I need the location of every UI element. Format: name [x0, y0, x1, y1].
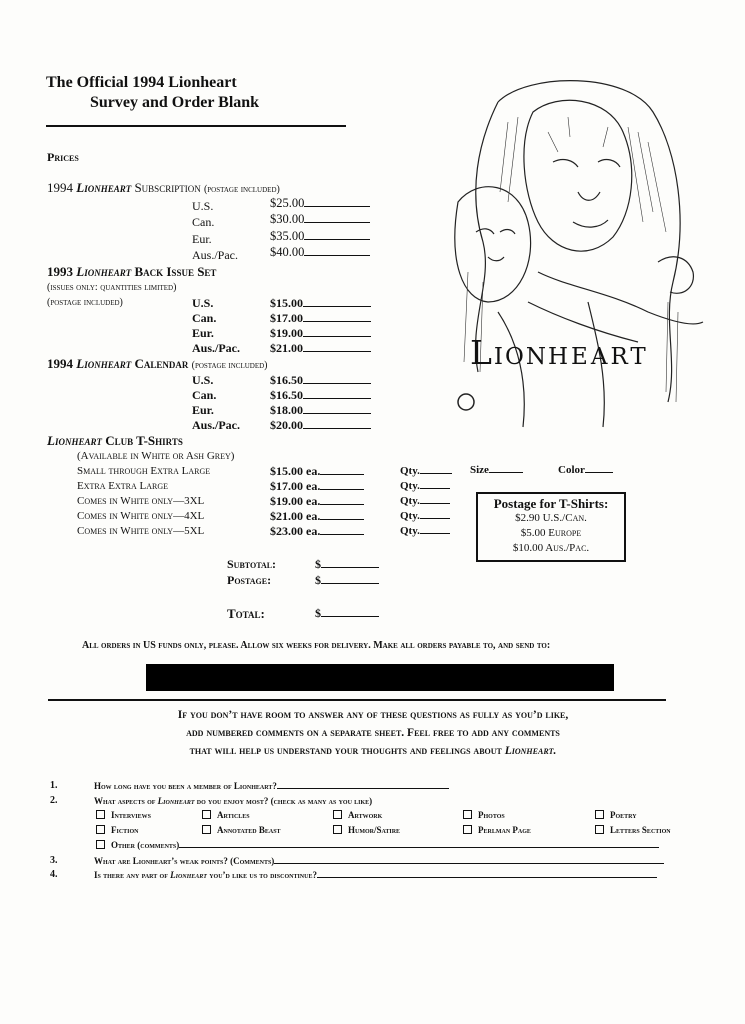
- subscription-region-eur: Eur.: [192, 232, 212, 246]
- tshirt-row-price-3: $19.00 ea.: [270, 494, 364, 509]
- option-other[interactable]: Other (comments): [96, 840, 659, 850]
- subscription-region-us: U.S.: [192, 199, 214, 213]
- option-poetry[interactable]: Poetry: [595, 810, 637, 820]
- option-artwork[interactable]: Artwork: [333, 810, 382, 820]
- tshirt-qty-3: Qty.: [400, 495, 450, 507]
- back-issue-note1: (issues only: quantities limited): [47, 282, 177, 293]
- subscription-price-aus: $40.00: [270, 245, 370, 260]
- tshirt-row-label-4: Comes in White only—4XL: [77, 510, 205, 522]
- tshirt-qty-2: Qty.: [400, 480, 450, 492]
- calendar-price-can: $16.50: [270, 388, 371, 403]
- section-divider: [48, 699, 666, 701]
- tshirts-note: (Available in White or Ash Grey): [77, 450, 235, 462]
- subscription-heading: 1994 Lionheart Subscription (postage included): [47, 180, 280, 195]
- calendar-region-eur: Eur.: [192, 403, 214, 417]
- back-issue-price-aus: $21.00: [270, 341, 371, 356]
- back-issue-price-us: $15.00: [270, 296, 371, 311]
- checkbox[interactable]: [463, 810, 472, 819]
- q2-number: 2.: [50, 795, 58, 806]
- option-humor-satire[interactable]: Humor/Satire: [333, 825, 400, 835]
- total-field[interactable]: $: [315, 606, 379, 621]
- tshirt-row-price-2: $17.00 ea.: [270, 479, 364, 494]
- tshirt-qty-5: Qty.: [400, 525, 450, 537]
- tshirt-row-label-5: Comes in White only—5XL: [77, 525, 205, 537]
- postage-label: Postage:: [227, 573, 272, 587]
- checkbox[interactable]: [463, 825, 472, 834]
- postage-line-aus: $10.00 Aus./Pac.: [512, 542, 590, 554]
- tshirts-heading: Lionheart Club T-Shirts: [47, 433, 183, 448]
- option-letters-section[interactable]: Letters Section: [595, 825, 671, 835]
- checkbox[interactable]: [595, 810, 604, 819]
- postage-field[interactable]: $: [315, 573, 379, 588]
- subtotal-field[interactable]: $: [315, 557, 379, 572]
- checkbox[interactable]: [333, 810, 342, 819]
- tshirt-row-price-4: $21.00 ea.: [270, 509, 364, 524]
- postage-box-heading: Postage for T-Shirts:: [493, 496, 609, 511]
- lionheart-illustration: [438, 72, 710, 432]
- calendar-price-us: $16.50: [270, 373, 371, 388]
- tshirt-row-label-3: Comes in White only—3XL: [77, 495, 205, 507]
- back-issue-note2: (postage included): [47, 297, 123, 308]
- tshirt-row-price-1: $15.00 ea.: [270, 464, 364, 479]
- checkbox[interactable]: [96, 840, 105, 849]
- q4-text[interactable]: Is there any part of Lionheart you’d like us to discontinue?: [94, 870, 657, 880]
- option-fiction[interactable]: Fiction: [96, 825, 139, 835]
- q1-number: 1.: [50, 780, 58, 791]
- orders-note: All orders in US funds only, please. Allow six weeks for delivery. Make all orders payable to, and send to:: [82, 640, 551, 651]
- option-annotated-beast[interactable]: Annotated Beast: [202, 825, 281, 835]
- option-interviews[interactable]: Interviews: [96, 810, 151, 820]
- instructions-line1: If you don’t have room to answer any of these questions as fully as you’d like,: [177, 709, 569, 721]
- checkbox[interactable]: [202, 810, 211, 819]
- back-issue-region-eur: Eur.: [192, 326, 214, 340]
- option-perlman-page[interactable]: Perlman Page: [463, 825, 531, 835]
- q1-text[interactable]: How long have you been a member of Lionheart?: [94, 781, 449, 791]
- tshirt-qty-4: Qty.: [400, 510, 450, 522]
- back-issue-price-eur: $19.00: [270, 326, 371, 341]
- calendar-region-aus: Aus./Pac.: [192, 418, 240, 432]
- tshirt-row-label-1: Small through Extra Large: [77, 465, 211, 477]
- q4-number: 4.: [50, 869, 58, 880]
- back-issue-region-us: U.S.: [192, 296, 214, 310]
- back-issue-price-can: $17.00: [270, 311, 371, 326]
- amulet-icon: [458, 394, 474, 410]
- tshirt-size: Size: [470, 464, 523, 476]
- calendar-heading: 1994 Lionheart Calendar (postage included): [47, 356, 268, 371]
- q3-number: 3.: [50, 855, 58, 866]
- form-title-line1: The Official 1994 Lionheart: [46, 74, 237, 91]
- postage-line-europe: $5.00 Europe: [520, 527, 582, 539]
- checkbox[interactable]: [96, 825, 105, 834]
- instructions-line2: add numbered comments on a separate sheet. Feel free to add any comments: [186, 727, 560, 739]
- title-divider: [46, 125, 346, 127]
- subscription-region-can: Can.: [192, 215, 215, 229]
- form-title-line2: Survey and Order Blank: [90, 94, 260, 111]
- checkbox[interactable]: [595, 825, 604, 834]
- checkbox[interactable]: [96, 810, 105, 819]
- q3-text[interactable]: What are Lionheart’s weak points? (Comments): [94, 856, 664, 866]
- subscription-price-eur: $35.00: [270, 229, 370, 244]
- subscription-region-aus: Aus./Pac.: [192, 248, 238, 262]
- total-label: Total:: [227, 606, 265, 621]
- subscription-price-us: $25.00: [270, 196, 370, 211]
- back-issue-region-aus: Aus./Pac.: [192, 341, 240, 355]
- back-issue-region-can: Can.: [192, 311, 217, 325]
- tshirt-postage-box: [476, 492, 626, 562]
- instructions-line3: that will help us understand your thoughts and feelings about Lionheart.: [189, 745, 557, 757]
- calendar-region-can: Can.: [192, 388, 217, 402]
- tshirt-qty-1: Qty.: [400, 465, 452, 477]
- prices-heading: Prices: [47, 150, 79, 164]
- q2-text: What aspects of Lionheart do you enjoy most? (check as many as you like): [94, 796, 373, 806]
- redacted-address: [146, 664, 614, 691]
- postage-line-us: $2.90 U.S./Can.: [515, 512, 587, 524]
- calendar-price-eur: $18.00: [270, 403, 371, 418]
- calendar-price-aus: $20.00: [270, 418, 371, 433]
- tshirt-row-price-5: $23.00 ea.: [270, 524, 364, 539]
- tshirt-row-label-2: Extra Extra Large: [77, 480, 168, 492]
- lionheart-logo: LIONHEART: [470, 333, 649, 372]
- option-photos[interactable]: Photos: [463, 810, 505, 820]
- checkbox[interactable]: [202, 825, 211, 834]
- subtotal-label: Subtotal:: [227, 557, 277, 571]
- checkbox[interactable]: [333, 825, 342, 834]
- subscription-price-can: $30.00: [270, 212, 370, 227]
- option-articles[interactable]: Articles: [202, 810, 250, 820]
- tshirt-color: Color: [558, 464, 613, 476]
- back-issue-heading: 1993 Lionheart Back Issue Set: [47, 264, 217, 279]
- calendar-region-us: U.S.: [192, 373, 214, 387]
